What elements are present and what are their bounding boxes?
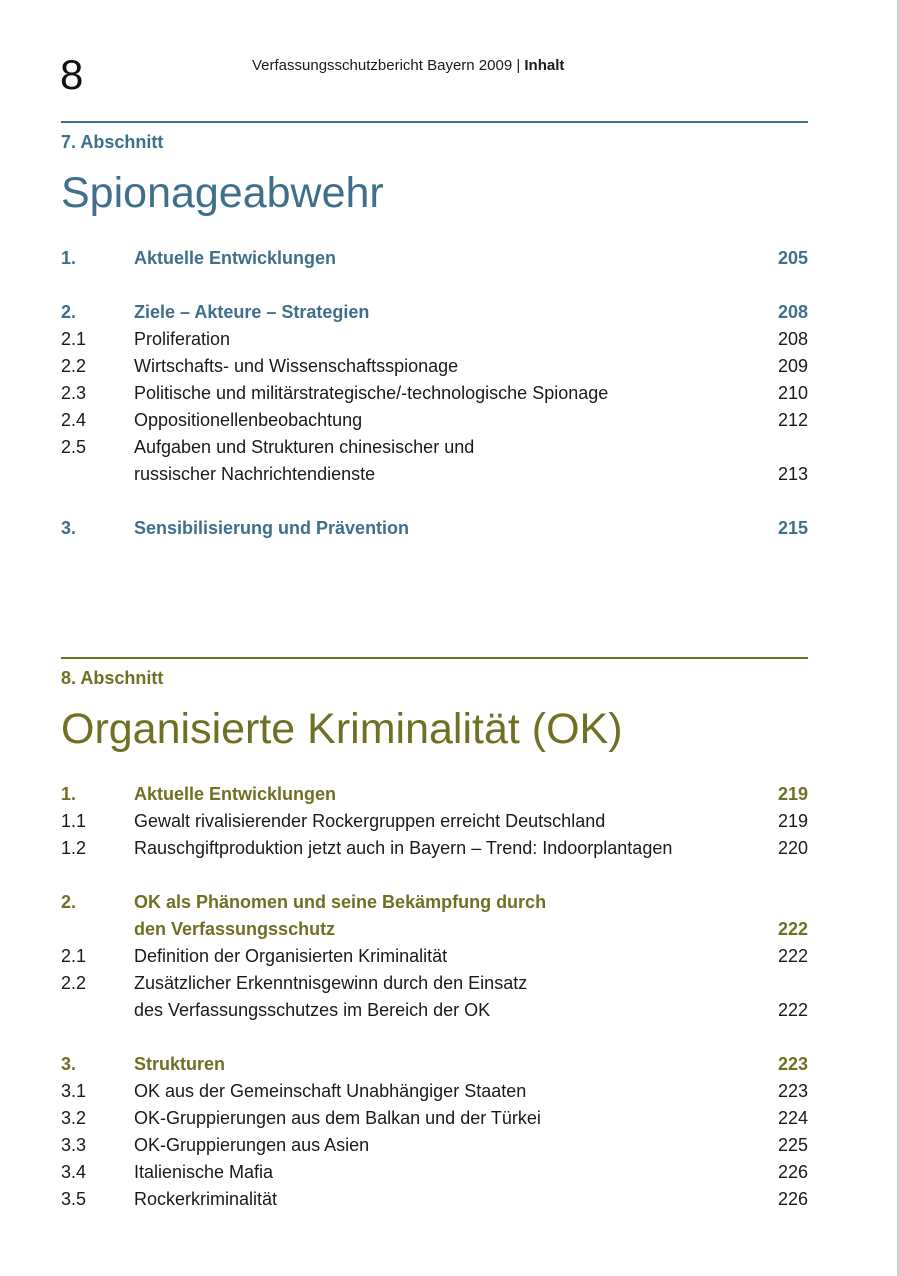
toc-entry-continued[interactable] <box>61 461 808 488</box>
toc-title: Aktuelle Entwicklungen <box>134 784 337 804</box>
toc-list <box>61 781 808 1213</box>
toc-entry[interactable] <box>61 970 808 997</box>
toc-title: Zusätzlicher Erkenntnisgewinn durch den Einsatz <box>134 973 528 993</box>
toc-number: 1. <box>61 248 77 268</box>
toc-number: 2. <box>61 302 77 322</box>
toc-title: OK-Gruppierungen aus dem Balkan und der Türkei <box>134 1108 541 1128</box>
toc-title: OK als Phänomen und seine Bekämpfung durch <box>134 892 547 912</box>
toc-number: 1.1 <box>61 811 87 831</box>
section-rule <box>61 121 808 123</box>
section-rule <box>61 657 808 659</box>
toc-title-continued: russischer Nachrichtendienste <box>134 464 376 484</box>
toc-number: 3. <box>61 518 77 538</box>
toc-page: 223 <box>777 1081 808 1101</box>
toc-number: 2.5 <box>61 437 87 457</box>
running-header <box>252 57 564 75</box>
toc-page: 223 <box>777 1054 808 1074</box>
toc-number: 2. <box>61 892 77 912</box>
toc-page: 220 <box>777 838 808 858</box>
header-section-name: Inhalt <box>524 57 565 74</box>
toc-title: Strukturen <box>134 1054 226 1074</box>
toc-page: 205 <box>777 248 808 268</box>
toc-number: 3. <box>61 1054 77 1074</box>
toc-page: 224 <box>777 1108 808 1128</box>
toc-title: Ziele – Akteure – Strategien <box>134 302 370 322</box>
toc-entry[interactable] <box>61 943 808 970</box>
toc-title: Rauschgiftproduktion jetzt auch in Bayern – Trend: Indoorplantagen <box>134 838 673 858</box>
toc-page: 222 <box>777 946 808 966</box>
toc-list <box>61 245 808 542</box>
toc-entry[interactable] <box>61 326 808 353</box>
toc-page: 213 <box>777 464 808 484</box>
toc-page: 210 <box>777 383 808 403</box>
toc-page: 219 <box>777 784 808 804</box>
toc-entry[interactable] <box>61 1132 808 1159</box>
toc-title: Gewalt rivalisierender Rockergruppen erreicht Deutschland <box>134 811 606 831</box>
toc-entry[interactable] <box>61 889 808 916</box>
toc-number: 3.4 <box>61 1162 87 1182</box>
toc-page: 222 <box>777 1000 808 1020</box>
toc-page: 208 <box>777 302 808 322</box>
toc-entry[interactable] <box>61 380 808 407</box>
toc-title: OK aus der Gemeinschaft Unabhängiger Staaten <box>134 1081 527 1101</box>
section-spionageabwehr <box>61 121 808 542</box>
toc-page: 226 <box>777 1162 808 1182</box>
toc-entry[interactable] <box>61 1105 808 1132</box>
toc-entry[interactable] <box>61 1051 808 1078</box>
toc-number: 3.3 <box>61 1135 87 1155</box>
toc-page: 215 <box>777 518 808 538</box>
toc-number: 2.2 <box>61 973 87 993</box>
toc-page: 225 <box>777 1135 808 1155</box>
section-label: 8. Abschnitt <box>61 668 164 688</box>
running-title: Verfassungsschutzbericht Bayern 2009 <box>252 57 513 74</box>
toc-title: Aufgaben und Strukturen chinesischer und <box>134 437 475 457</box>
toc-title: Aktuelle Entwicklungen <box>134 248 337 268</box>
toc-title: Rockerkriminalität <box>134 1189 278 1209</box>
toc-entry[interactable] <box>61 781 808 808</box>
toc-number: 2.3 <box>61 383 87 403</box>
toc-entry[interactable] <box>61 515 808 542</box>
toc-entry[interactable] <box>61 1159 808 1186</box>
toc-title-continued: den Verfassungsschutz <box>134 919 336 939</box>
toc-title: Sensibilisierung und Prävention <box>134 518 410 538</box>
toc-number: 3.5 <box>61 1189 87 1209</box>
toc-number: 2.1 <box>61 329 87 349</box>
toc-entry[interactable] <box>61 407 808 434</box>
toc-page: 222 <box>777 919 808 939</box>
toc-page: 212 <box>777 410 808 430</box>
toc-title-continued: des Verfassungsschutzes im Bereich der OK <box>134 1000 491 1020</box>
toc-entry-continued[interactable] <box>61 997 808 1024</box>
toc-number: 1. <box>61 784 77 804</box>
header-separator: | <box>512 57 525 74</box>
section-label: 7. Abschnitt <box>61 132 164 152</box>
toc-number: 2.1 <box>61 946 87 966</box>
section-title: Spionageabwehr <box>61 169 384 217</box>
toc-number: 2.2 <box>61 356 87 376</box>
toc-entry[interactable] <box>61 808 808 835</box>
toc-title: OK-Gruppierungen aus Asien <box>134 1135 370 1155</box>
toc-title: Italienische Mafia <box>134 1162 274 1182</box>
toc-entry[interactable] <box>61 1078 808 1105</box>
toc-entry[interactable] <box>61 434 808 461</box>
page-number: 8 <box>60 51 84 98</box>
toc-page: 208 <box>777 329 808 349</box>
toc-title: Wirtschafts- und Wissenschaftsspionage <box>134 356 459 376</box>
toc-number: 3.2 <box>61 1108 87 1128</box>
toc-title: Oppositionellenbeobachtung <box>134 410 363 430</box>
toc-title: Proliferation <box>134 329 231 349</box>
section-title: Organisierte Kriminalität (OK) <box>61 705 623 753</box>
toc-entry-continued[interactable] <box>61 916 808 943</box>
toc-number: 3.1 <box>61 1081 87 1101</box>
toc-page: 219 <box>777 811 808 831</box>
toc-entry[interactable] <box>61 353 808 380</box>
section-organisierte-kriminalitaet <box>61 657 808 1213</box>
toc-page: 226 <box>777 1189 808 1209</box>
toc-entry[interactable] <box>61 1186 808 1213</box>
toc-entry[interactable] <box>61 299 808 326</box>
toc-number: 2.4 <box>61 410 87 430</box>
toc-page: 209 <box>777 356 808 376</box>
toc-entry[interactable] <box>61 835 808 862</box>
toc-title: Definition der Organisierten Kriminalität <box>134 946 448 966</box>
toc-entry[interactable] <box>61 245 808 272</box>
toc-number: 1.2 <box>61 838 87 858</box>
toc-title: Politische und militärstrategische/-technologische Spionage <box>134 383 609 403</box>
